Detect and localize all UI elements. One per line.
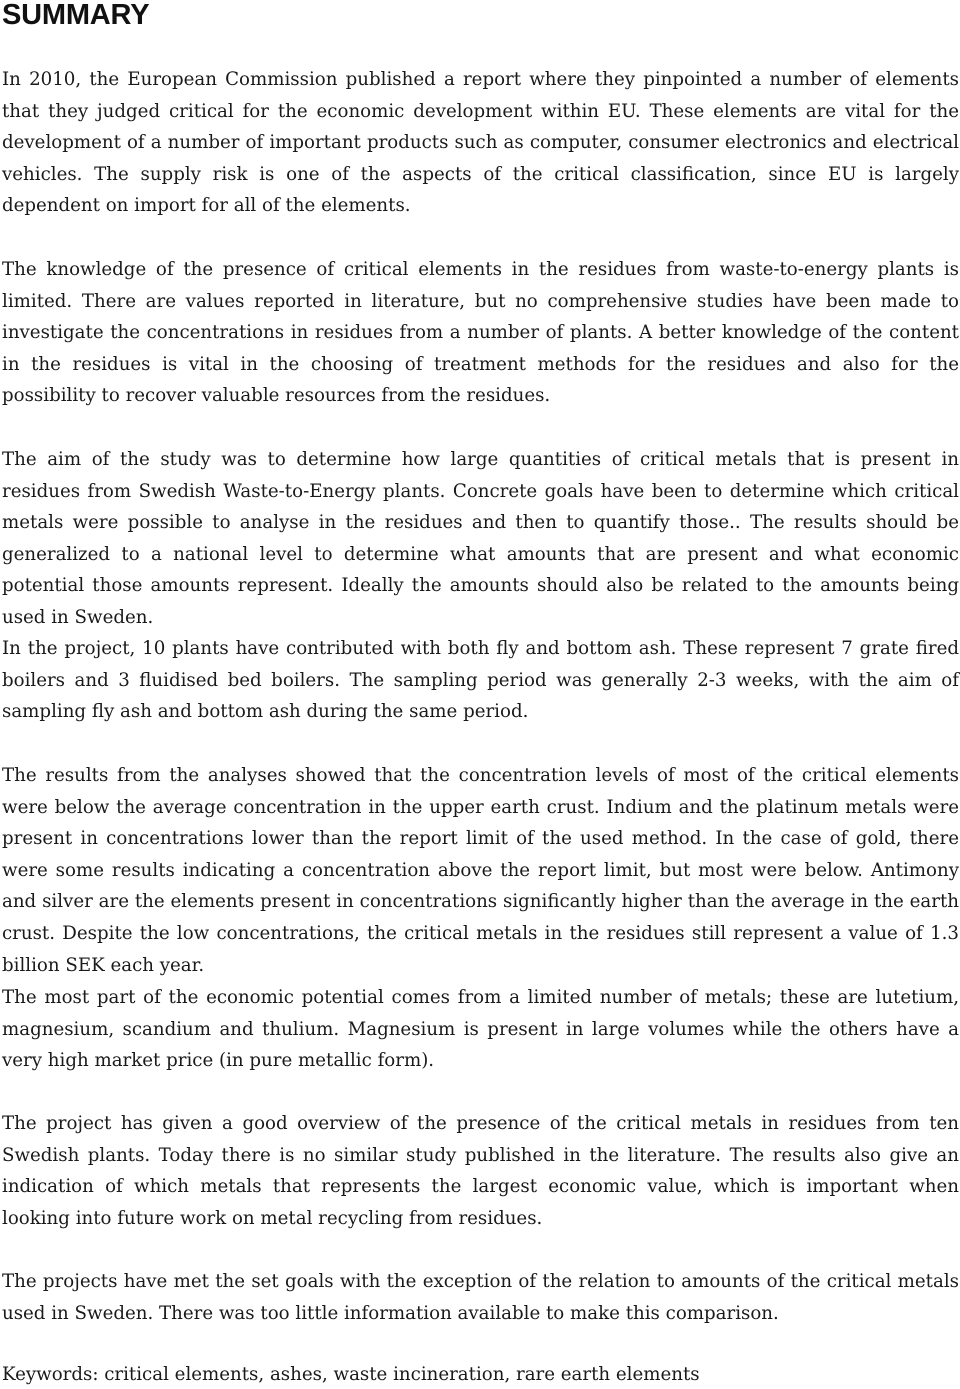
paragraph-goals-met: The projects have met the set goals with the exception of the relation to amounts of the critical metals used in Sweden. There was too little information available to make this comparison. bbox=[2, 1271, 959, 1324]
paragraph-analysis-results: The results from the analyses showed that the concentration levels of most of the critical elements were below the average concentration in the upper earth crust. Indium and the platinum metals were present in concentrations lower than the report limit of the used method. In the case of gold, there were some results indicating a concentration above the report limit, but most were below. Antimony and silver are the elements present in concentrations significantly higher than the average in the earth crust. Despite the low concentrations, the critical metals in the residues still represent a value of 1.3 billion SEK each year. bbox=[2, 765, 959, 976]
section-heading: SUMMARY bbox=[2, 0, 150, 31]
paragraph-eu-report: In 2010, the European Commission published a report where they pinpointed a number of elements that they judged critical for the economic development within EU. These elements are vital for the development of a number of important products such as computer, consumer electronics and electrical vehicles. The supply risk is one of the aspects of the critical classification, since EU is largely dependent on import for all of the elements. bbox=[2, 69, 959, 217]
paragraph-knowledge-gap: The knowledge of the presence of critical elements in the residues from waste-to-energy plants is limited. There are values reported in literature, but no comprehensive studies have been made to investigate the concentrations in residues from a number of plants. A better knowledge of the content in the residues is vital in the choosing of treatment methods for the residues and also for the possibility to recover valuable resources from the residues. bbox=[2, 259, 959, 407]
paragraph-project-overview: The project has given a good overview of the presence of the critical metals in residues from ten Swedish plants. Today there is no similar study published in the literature. The results also give an indication of which metals that represents the largest economic value, which is important when looking into future work on metal recycling from residues. bbox=[2, 1113, 959, 1229]
paragraph-project-plants: In the project, 10 plants have contributed with both fly and bottom ash. These represent 7 grate fired boilers and 3 fluidised bed boilers. The sampling period was generally 2-3 weeks, with the aim of sampling fly ash and bottom ash during the same period. bbox=[2, 638, 959, 723]
keywords-line: Keywords: critical elements, ashes, waste incineration, rare earth elements bbox=[2, 1364, 700, 1385]
paragraph-study-aim: The aim of the study was to determine how large quantities of critical metals that is present in residues from Swedish Waste-to-Energy plants. Concrete goals have been to determine which critical metals were possible to analyse in the residues and then to quantify those.. The results should be generalized to a national level to determine what amounts that are present and what economic potential those amounts represent. Ideally the amounts should also be related to the amounts being used in Sweden. bbox=[2, 449, 959, 628]
paragraph-economic-potential: The most part of the economic potential comes from a limited number of metals; these are lutetium, magnesium, scandium and thulium. Magnesium is present in large volumes while the others have a very high market price (in pure metallic form). bbox=[2, 987, 959, 1072]
